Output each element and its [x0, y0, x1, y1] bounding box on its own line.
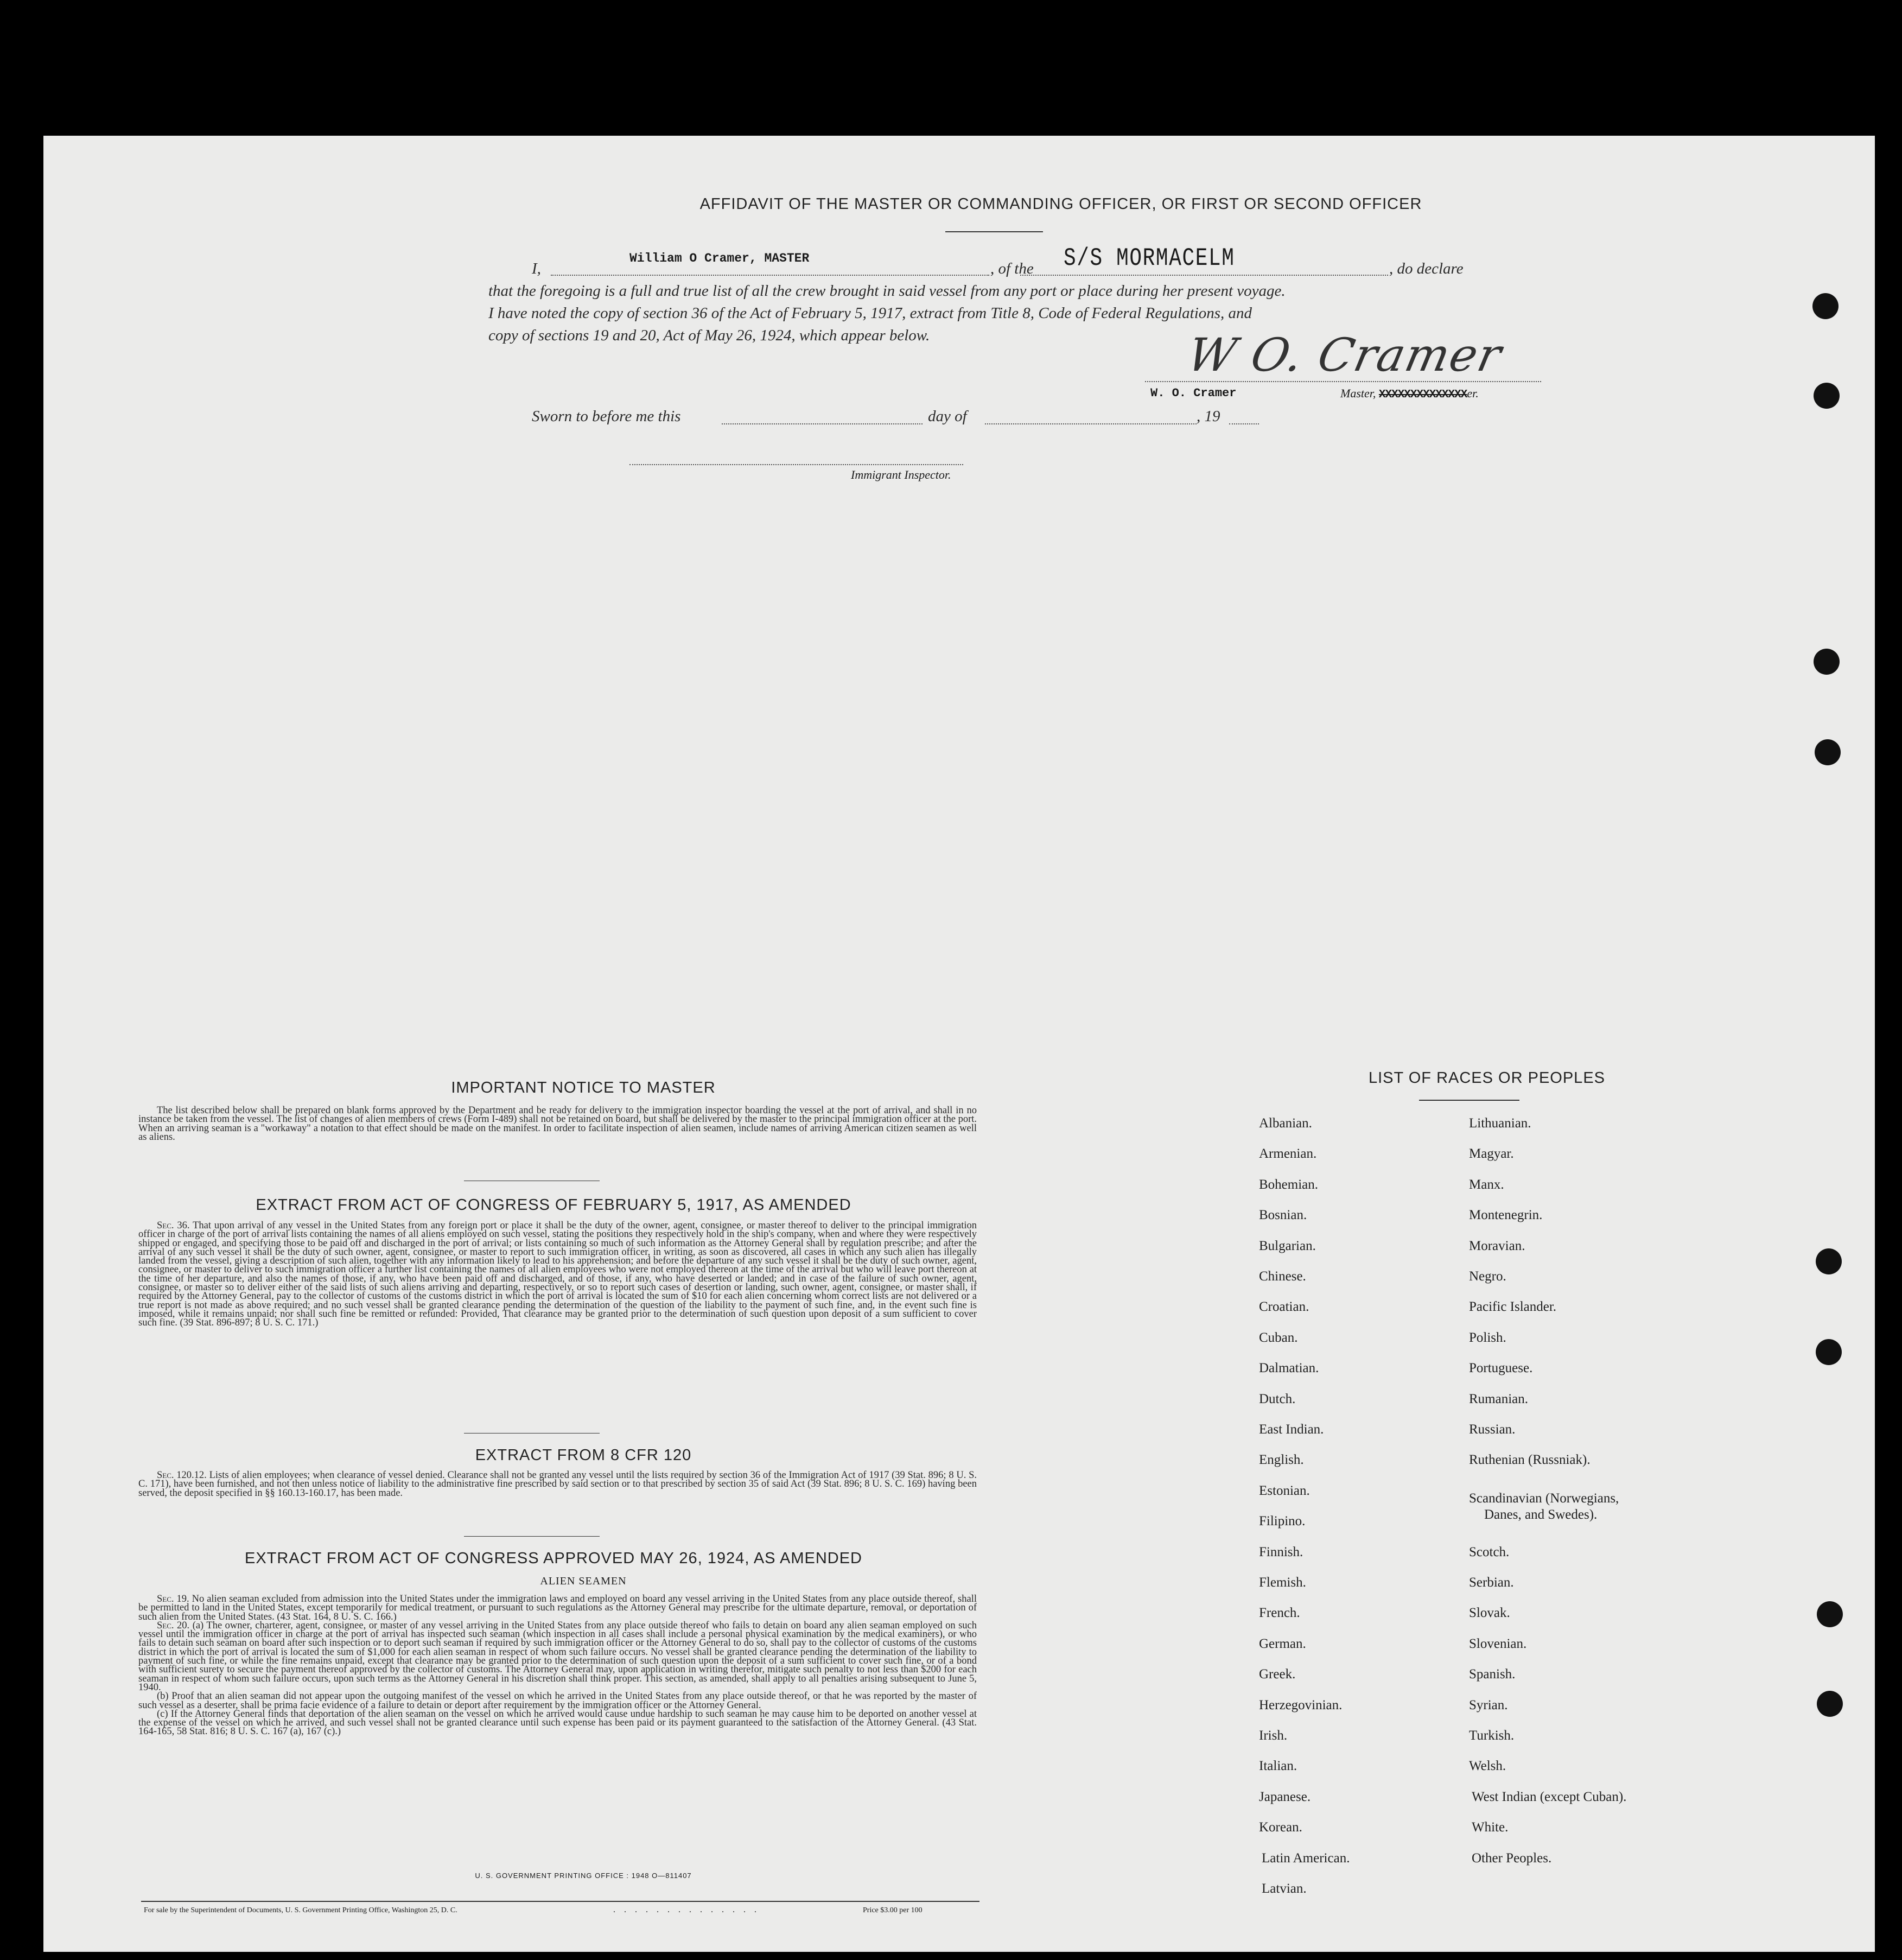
sworn-month-line	[985, 423, 1197, 424]
notice-text	[138, 1106, 977, 1141]
section-label: Sec. 120.12.	[157, 1470, 207, 1481]
punch-hole	[1814, 649, 1840, 675]
race-item: Scotch.	[1469, 1544, 1510, 1559]
race-item: West Indian (except Cuban).	[1472, 1789, 1627, 1804]
race-item: Ruthenian (Russniak).	[1469, 1452, 1591, 1468]
race-item: Flemish.	[1259, 1575, 1306, 1590]
section-120-text: Lists of alien employees; when clearance of vessel denied. Clearance shall not be granted any vessel until the lists required by section 36 of the Immigration Act of 1917 (39 Stat. 896; 8 U. S. C. 171), have been furnished, and not then unless notice of liability to the administrative fine prescribed by said section or to that prescribed by section 35 of said Act (39 Stat. 896; 8 U. S. C. 169) having been served, the deposit specified in §§ 160.13-160.17, has been made.	[138, 1470, 977, 1499]
printing-office-note: U. S. GOVERNMENT PRINTING OFFICE : 1948 O—811407	[475, 1872, 692, 1880]
section-20b-text: (b) Proof that an alien seaman did not appear upon the outgoing manifest of the vessel on which he arrived in the United States from any place outside thereof, or that he was reported by the master of such vessel as a deserter, shall be prima facie evidence of a failure to detain or deport after requirement by the immigration officer or the Attorney General.	[138, 1691, 977, 1711]
race-item: Spanish.	[1469, 1667, 1516, 1682]
race-item: Negro.	[1469, 1269, 1506, 1284]
race-item: Estonian.	[1259, 1483, 1310, 1498]
extract-1917-text	[138, 1221, 977, 1328]
footer-price: Price $3.00 per 100	[863, 1906, 923, 1914]
typed-signer-name: W. O. Cramer	[1150, 386, 1237, 400]
of-the-label: , of the	[990, 260, 1034, 277]
race-item: Dutch.	[1259, 1391, 1296, 1406]
footer-dots: . . . . . . . . . . . . . .	[613, 1905, 760, 1914]
year-line	[1229, 423, 1259, 424]
master-title	[1340, 386, 1479, 401]
race-item: German.	[1259, 1636, 1306, 1651]
race-item: Latin American.	[1262, 1850, 1350, 1866]
race-item: Scandinavian (Norwegians,	[1469, 1491, 1619, 1506]
title-rule	[945, 231, 1043, 232]
race-item: Slovenian.	[1469, 1636, 1527, 1651]
signature-line	[1145, 381, 1541, 382]
sworn-label: Sworn to before me this	[532, 408, 681, 425]
inspector-label: Immigrant Inspector.	[851, 468, 951, 481]
races-title: LIST OF RACES OR PEOPLES	[1368, 1069, 1606, 1087]
master-name-field: William O Cramer, MASTER	[629, 251, 810, 265]
struck-out-text: XXXXXXXXXXXXXX	[1378, 389, 1467, 401]
race-item: Pacific Islander.	[1469, 1299, 1557, 1315]
extract-cfr-title: EXTRACT FROM 8 CFR 120	[475, 1447, 692, 1464]
notice-title: IMPORTANT NOTICE TO MASTER	[451, 1079, 716, 1096]
race-item: Italian.	[1259, 1759, 1297, 1774]
race-item: Portuguese.	[1469, 1361, 1533, 1376]
race-item: Albanian.	[1259, 1116, 1312, 1131]
section-label: Sec. 19.	[157, 1594, 189, 1604]
punch-hole	[1812, 293, 1839, 319]
race-item: Dalmatian.	[1259, 1361, 1319, 1376]
section-36-text: That upon arrival of any vessel in the United States from any foreign port or place it shall be the duty of the owner, agent, consignee, or master thereof to deliver to the principal immigration officer in charge of the port of arrival lists containing the names of all aliens employed on such vessel, stating the positions they respectively hold in the ship's company, when and where they were respectively shipped or engaged, and specifying those to be paid off and discharged in the port of arrival; or lists containing so much of such information as the Attorney General shall by regulation prescribe; and after the arrival of any such vessel it shall be the duty of such owner, agent, consignee, or master to report to such immigration officer, in writing, as soon as discovered, all cases in which any such alien has illegally landed from the vessel, giving a description of such alien, together with any information likely to lead to his apprehension; and before the departure of any such vessel it shall be the duty of such owner, agent, consignee, or master to deliver to such immigration officer a further list containing the names of all alien employees who were not employed thereon at the time of the arrival but who will leave port thereon at the time of her departure, and also the names of those, if any, who have been paid off and discharged, and of those, if any, who have deserted or landed; and in case of the failure of such owner, agent, consignee, or master so to deliver either of the said lists of such aliens arriving and departing, respectively, or so to report such cases of desertion or landing, such owner, agent, consignee, or master shall, if required by the Attorney General, pay to the collector of customs of the customs district in which the port of arrival is located the sum of $10 for each alien concerning whom correct lists are not delivered or a true report is not made as above required; and no such vessel shall be granted clearance pending the determination of the question of the liability to the payment of such fine, and, in the event such fine is imposed, while it remains unpaid; nor shall such fine be remitted or refunded: Provided, That clearance may be granted prior to the determination of such question upon deposit of a sum sufficient to cover such fine. (39 Stat. 896-897; 8 U. S. C. 171.)	[138, 1220, 977, 1329]
punch-hole	[1816, 1339, 1842, 1365]
section-label: Sec. 20.	[157, 1620, 190, 1631]
divider	[464, 1536, 600, 1537]
race-item: Welsh.	[1469, 1759, 1506, 1774]
affidavit-line-4: copy of sections 19 and 20, Act of May 26, 1924, which appear below.	[488, 327, 930, 344]
race-item: French.	[1259, 1606, 1300, 1621]
race-item: East Indian.	[1259, 1422, 1324, 1437]
punch-hole	[1814, 383, 1840, 409]
struck-suffix: er.	[1467, 386, 1479, 400]
race-item: Korean.	[1259, 1820, 1302, 1835]
race-item: Chinese.	[1259, 1269, 1306, 1284]
race-item: Japanese.	[1259, 1789, 1311, 1804]
extract-1924-text	[138, 1595, 977, 1736]
day-of-label: day of	[928, 408, 967, 425]
race-item: Bosnian.	[1259, 1208, 1307, 1223]
inspector-signature-line	[629, 464, 963, 465]
race-item: Filipino.	[1259, 1514, 1306, 1529]
notice-paragraph: The list described below shall be prepared on blank forms approved by the Department and be ready for delivery to the immigration inspector boarding the vessel at the port of arrival, and shall in no instance be taken from the vessel. The list of changes of alien members of crews (Form I-489) shall not be retained on board, but shall be delivered by the master to the principal immigration officer at the port. When an arriving seaman is a "workaway" a notation to that effect should be made on the manifest. In order to facilitate inspection of alien seamen, include names of arriving American citizen seamen as well as aliens.	[138, 1105, 977, 1143]
race-item: Herzegovinian.	[1259, 1697, 1343, 1712]
race-item: Greek.	[1259, 1667, 1296, 1682]
section-19-text: No alien seaman excluded from admission into the United States under the immigration laws and employed on board any vessel arriving in the United States from any place outside thereof, shall be permitted to land in the United States, except temporarily for medical treatment, or pursuant to such regulations as the Attorney General may prescribe for the ultimate departure, removal, or deportation of such alien from the United States. (43 Stat. 164, 8 U. S. C. 166.)	[138, 1594, 977, 1622]
affidavit-i-label: I,	[532, 260, 541, 277]
race-item: Rumanian.	[1469, 1391, 1529, 1406]
vessel-line	[1020, 275, 1388, 276]
race-item: English.	[1259, 1452, 1304, 1468]
section-label: Sec. 36.	[157, 1220, 190, 1231]
race-item: Moravian.	[1469, 1238, 1525, 1253]
extract-1917-title: EXTRACT FROM ACT OF CONGRESS OF FEBRUARY 5, 1917, AS AMENDED	[256, 1196, 851, 1214]
handwritten-signature: W O. Cramer	[1182, 328, 1507, 382]
race-item: Slovak.	[1469, 1606, 1510, 1621]
races-title-rule	[1419, 1100, 1519, 1101]
race-item: Magyar.	[1469, 1146, 1514, 1162]
vessel-name-field: S/S MORMACELM	[1064, 244, 1235, 272]
race-item: Turkish.	[1469, 1728, 1515, 1743]
do-declare-label: , do declare	[1389, 260, 1464, 277]
document-page	[43, 136, 1875, 1952]
affidavit-title: AFFIDAVIT OF THE MASTER OR COMMANDING OFFICER, OR FIRST OR SECOND OFFICER	[699, 195, 1422, 213]
section-20a-text: (a) The owner, charterer, agent, consignee, or master of any vessel arriving in the United States from any place outside thereof who fails to detain on board any alien seaman employed on such vessel until the immigration officer in charge at the port of arrival has inspected such seaman (which inspection in all cases shall include a personal physical examination by the medical examiners), or who fails to detain such seaman on board after such inspection or to deport such seaman if required by such immigration officer or the Attorney General to do so, shall pay to the collector of customs of the customs district in which the port of arrival is located the sum of $1,000 for each alien seaman in respect of whom such failure occurs. No vessel shall be granted clearance pending the determination of the liability to payment of such fine, or while the fine remains unpaid, except that clearance may be granted prior to the determination of such question upon the deposit of a sum sufficient to cover such fine, or of a bond with sufficient surety to secure the payment thereof approved by the collector of customs. The Attorney General may, upon application in writing therefor, mitigate such penalty to not less than $200 for each seaman in respect of whom such failure occurs, upon such terms as the Attorney General in his discretion shall think proper. This section, as amended, shall apply to all penalties arising subsequent to June 5, 1940.	[138, 1620, 977, 1693]
race-item: Syrian.	[1469, 1697, 1508, 1712]
name-line	[551, 275, 989, 276]
footer-left: For sale by the Superintendent of Documents, U. S. Government Printing Office, Washington 25, D. C.	[144, 1906, 457, 1914]
race-item: Armenian.	[1259, 1146, 1317, 1162]
race-item: Serbian.	[1469, 1575, 1514, 1590]
race-item: Montenegrin.	[1469, 1208, 1543, 1223]
race-item: Bohemian.	[1259, 1177, 1319, 1192]
race-item: Irish.	[1259, 1728, 1288, 1743]
punch-hole	[1816, 1248, 1842, 1274]
race-item: Other Peoples.	[1472, 1850, 1552, 1866]
sworn-day-line	[722, 423, 923, 424]
section-20c-text: (c) If the Attorney General finds that deportation of the alien seaman on the vessel on which he arrived would cause undue hardship to such seaman he may cause him to be deported on another vessel at the expense of the vessel on which he arrived, and such vessel shall not be granted clearance until such expense has been paid or its payment guaranteed to the satisfaction of the Attorney General. (43 Stat. 164-165, 58 Stat. 816; 8 U. S. C. 167 (a), 167 (c).)	[138, 1708, 977, 1737]
footer-rule	[141, 1901, 979, 1902]
extract-cfr-text	[138, 1471, 977, 1498]
affidavit-line-2: that the foregoing is a full and true list of all the crew brought in said vessel from any port or place during her present voyage.	[488, 282, 1286, 300]
race-item: Finnish.	[1259, 1544, 1303, 1559]
extract-1924-subtitle: ALIEN SEAMEN	[540, 1575, 627, 1587]
race-item: Polish.	[1469, 1330, 1506, 1345]
master-label: Master,	[1340, 386, 1376, 400]
race-item: Manx.	[1469, 1177, 1504, 1192]
race-item: Latvian.	[1262, 1881, 1307, 1896]
punch-hole	[1817, 1601, 1843, 1627]
extract-1924-title: EXTRACT FROM ACT OF CONGRESS APPROVED MAY 26, 1924, AS AMENDED	[245, 1550, 862, 1567]
punch-hole	[1815, 739, 1841, 765]
punch-hole	[1817, 1691, 1843, 1717]
race-item: Danes, and Swedes).	[1484, 1507, 1598, 1522]
race-item: Lithuanian.	[1469, 1116, 1531, 1131]
race-item: Croatian.	[1259, 1299, 1309, 1315]
race-item: White.	[1472, 1820, 1509, 1835]
race-item: Russian.	[1469, 1422, 1516, 1437]
race-item: Cuban.	[1259, 1330, 1298, 1345]
affidavit-line-3: I have noted the copy of section 36 of the Act of February 5, 1917, extract from Title 8, Code of Federal Regulations, and	[488, 305, 1252, 322]
race-item: Bulgarian.	[1259, 1238, 1316, 1253]
year-label: , 19	[1197, 408, 1220, 425]
